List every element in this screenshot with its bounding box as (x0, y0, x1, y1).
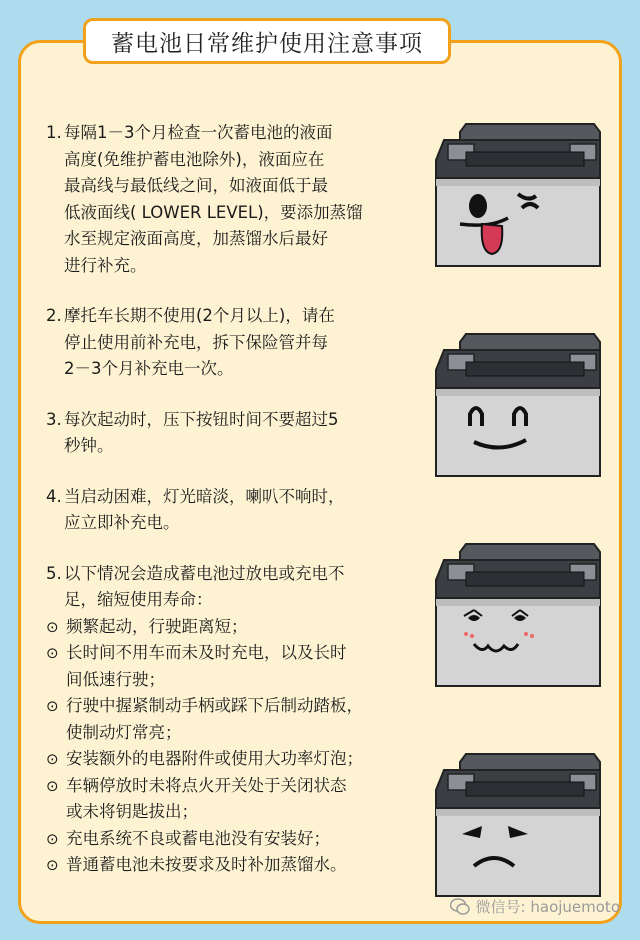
watermark-text: 微信号: haojuemoto (475, 898, 620, 916)
sub-item (46, 773, 418, 826)
item-line: 应立即补充电。 (64, 513, 180, 532)
item-line: 以下情况会造成蓄电池过放电或充电不 (64, 563, 345, 583)
sub-item (46, 826, 418, 853)
sub-line: 行驶中握紧制动手柄或踩下后制动踏板， (66, 696, 363, 715)
bullet-icon: ⊙ (46, 829, 59, 848)
sub-line: 普通蓄电池未按要求及时补加蒸馏水。 (66, 855, 347, 874)
item-number: 5. (46, 563, 62, 583)
battery-body (436, 334, 600, 476)
sub-line: 长时间不用车而未及时充电，以及长时 (66, 643, 347, 662)
item-line: 秒钟。 (64, 436, 114, 455)
sub-item (46, 640, 418, 693)
wechat-icon (450, 898, 470, 916)
item-line: 进行补充。 (64, 255, 147, 275)
sub-item (46, 852, 418, 879)
item-line: 2－3个月补充电一次。 (64, 359, 234, 378)
sub-line: 充电系统不良或蓄电池没有安装好； (66, 828, 330, 848)
page-title: 蓄电池日常维护使用注意事项 (83, 18, 451, 64)
item-number: 4. (46, 486, 62, 506)
item-line: 高度(免维护蓄电池除外)，液面应在 (64, 149, 325, 169)
bullet-icon: ⊙ (46, 750, 59, 768)
item-line: 低液面线( LOWER LEVEL)，要添加蒸馏 (64, 202, 363, 222)
list-item (46, 303, 418, 383)
list-item (46, 407, 418, 460)
item-line: 停止使用前补充电，拆下保险管并每 (64, 332, 328, 352)
bullet-icon: ⊙ (46, 776, 59, 795)
item-number: 2. (46, 306, 62, 325)
battery-worried-icon (430, 750, 606, 900)
sub-item (46, 614, 418, 641)
sub-line: 间低速行驶； (66, 669, 165, 689)
list-item (46, 484, 418, 537)
battery-body (436, 544, 600, 686)
sub-line: 车辆停放时未将点火开关处于关闭状态 (66, 775, 347, 795)
sub-item (46, 693, 418, 746)
item-line: 足，缩短使用寿命： (64, 590, 213, 609)
battery-body (436, 754, 600, 896)
item-line: 水至规定液面高度，加蒸馏水后最好 (64, 229, 328, 248)
list-item (46, 561, 418, 614)
item-line: 最高线与最低线之间，如液面低于最 (64, 176, 328, 195)
battery-winking-icon (430, 120, 606, 270)
item-line: 每次起动时，压下按钮时间不要超过5 (64, 409, 339, 429)
battery-happy-icon (430, 330, 606, 480)
list-item (46, 120, 418, 279)
bullet-icon: ⊙ (46, 856, 59, 874)
item-line: 当启动困难，灯光暗淡，喇叭不响时， (64, 486, 345, 506)
item-line: 摩托车长期不使用(2个月以上)，请在 (64, 306, 335, 325)
battery-squint-icon (430, 540, 606, 690)
watermark (450, 896, 620, 917)
bullet-icon: ⊙ (46, 617, 59, 636)
bullet-icon: ⊙ (46, 644, 59, 662)
bullet-icon: ⊙ (46, 697, 59, 715)
item-line: 每隔1－3个月检查一次蓄电池的液面 (64, 123, 333, 142)
sub-line: 使制动灯常亮； (66, 722, 182, 742)
sub-line: 频繁起动，行驶距离短； (66, 616, 248, 636)
maintenance-text (46, 120, 418, 879)
item-number: 3. (46, 409, 62, 429)
item-number: 1. (46, 123, 62, 142)
sub-item (46, 746, 418, 773)
sub-line: 或未将钥匙拔出； (66, 802, 198, 821)
sub-line: 安装额外的电器附件或使用大功率灯泡； (66, 749, 363, 768)
